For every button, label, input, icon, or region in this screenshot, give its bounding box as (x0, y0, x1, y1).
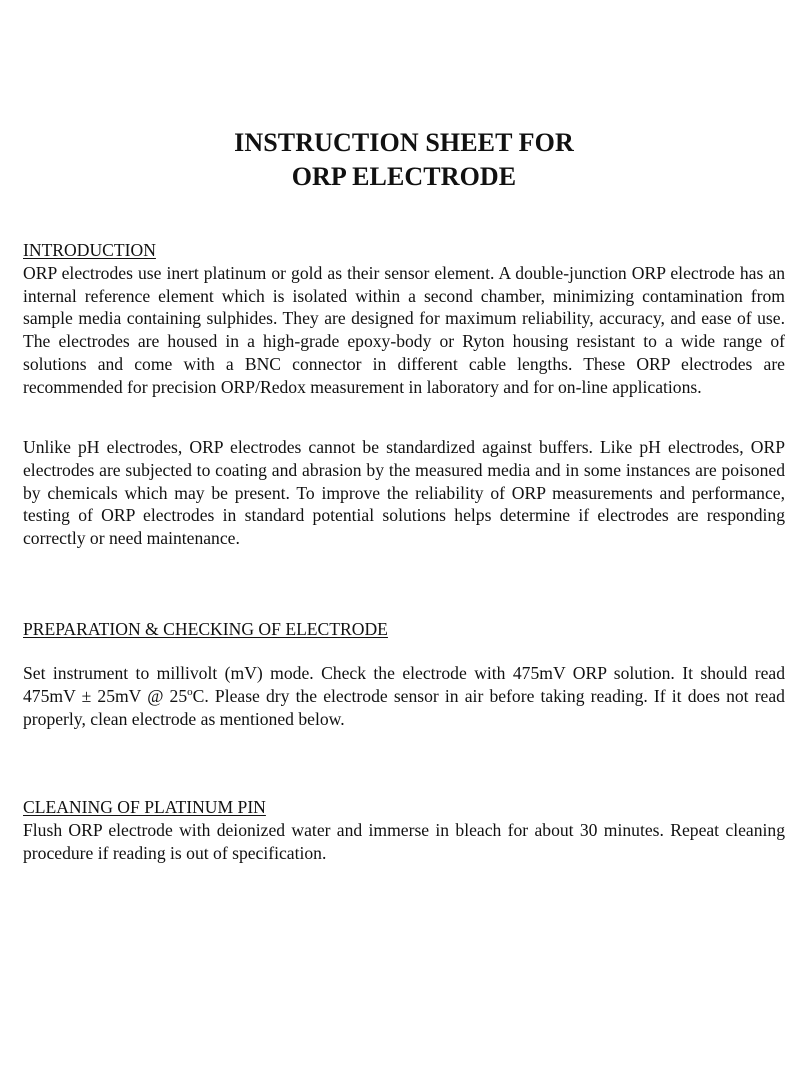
introduction-section (23, 239, 785, 399)
introduction-paragraph-2: Unlike pH electrodes, ORP electrodes cannot be standardized against buffers. Like pH electrodes, ORP electrodes are subjected to coating and abrasion by the measured media and in some instances are poisoned by chemicals which may be present. To improve the reliability of ORP measurements and performance, testing of ORP electrodes in standard potential solutions helps determine if electrodes are responding correctly or need maintenance. (23, 437, 785, 549)
document-title (0, 126, 808, 194)
preparation-section (23, 662, 785, 730)
introduction-paragraph-1: ORP electrodes use inert platinum or gold as their sensor element. A double-junction ORP electrode has an internal reference element which is isolated within a second chamber, minimizing contamination from sample media containing sulphides. They are designed for maximum reliability, accuracy, and ease of use. The electrodes are housed in a high-grade epoxy-body or Ryton housing resistant to a wide range of solutions and come with a BNC connector in different cable lengths. These ORP electrodes are recommended for precision ORP/Redox measurement in laboratory and for on-line applications. (23, 262, 785, 397)
title-line-1: INSTRUCTION SHEET FOR (234, 128, 574, 157)
preparation-text-end: C. Please dry the electrode sensor in air before taking reading. If it does not read properly, clean electrode as mentioned below. (23, 685, 785, 729)
preparation-heading: PREPARATION & CHECKING OF ELECTRODE (23, 619, 388, 639)
degree-superscript: o (187, 685, 193, 698)
preparation-text-start: Set instrument to millivolt (mV) mode. Check the electrode with 475mV ORP solution. It should read 475mV ± 25mV @ 25 (23, 663, 785, 706)
cleaning-section (23, 796, 785, 864)
introduction-heading: INTRODUCTION (23, 240, 156, 260)
title-line-2: ORP ELECTRODE (291, 162, 517, 191)
preparation-paragraph (23, 662, 785, 730)
preparation-heading-block (23, 618, 785, 641)
cleaning-heading: CLEANING OF PLATINUM PIN (23, 797, 266, 817)
cleaning-paragraph: Flush ORP electrode with deionized water and immerse in bleach for about 30 minutes. Repeat cleaning procedure if reading is out of specification. (23, 819, 785, 863)
introduction-section-continued (23, 436, 785, 550)
